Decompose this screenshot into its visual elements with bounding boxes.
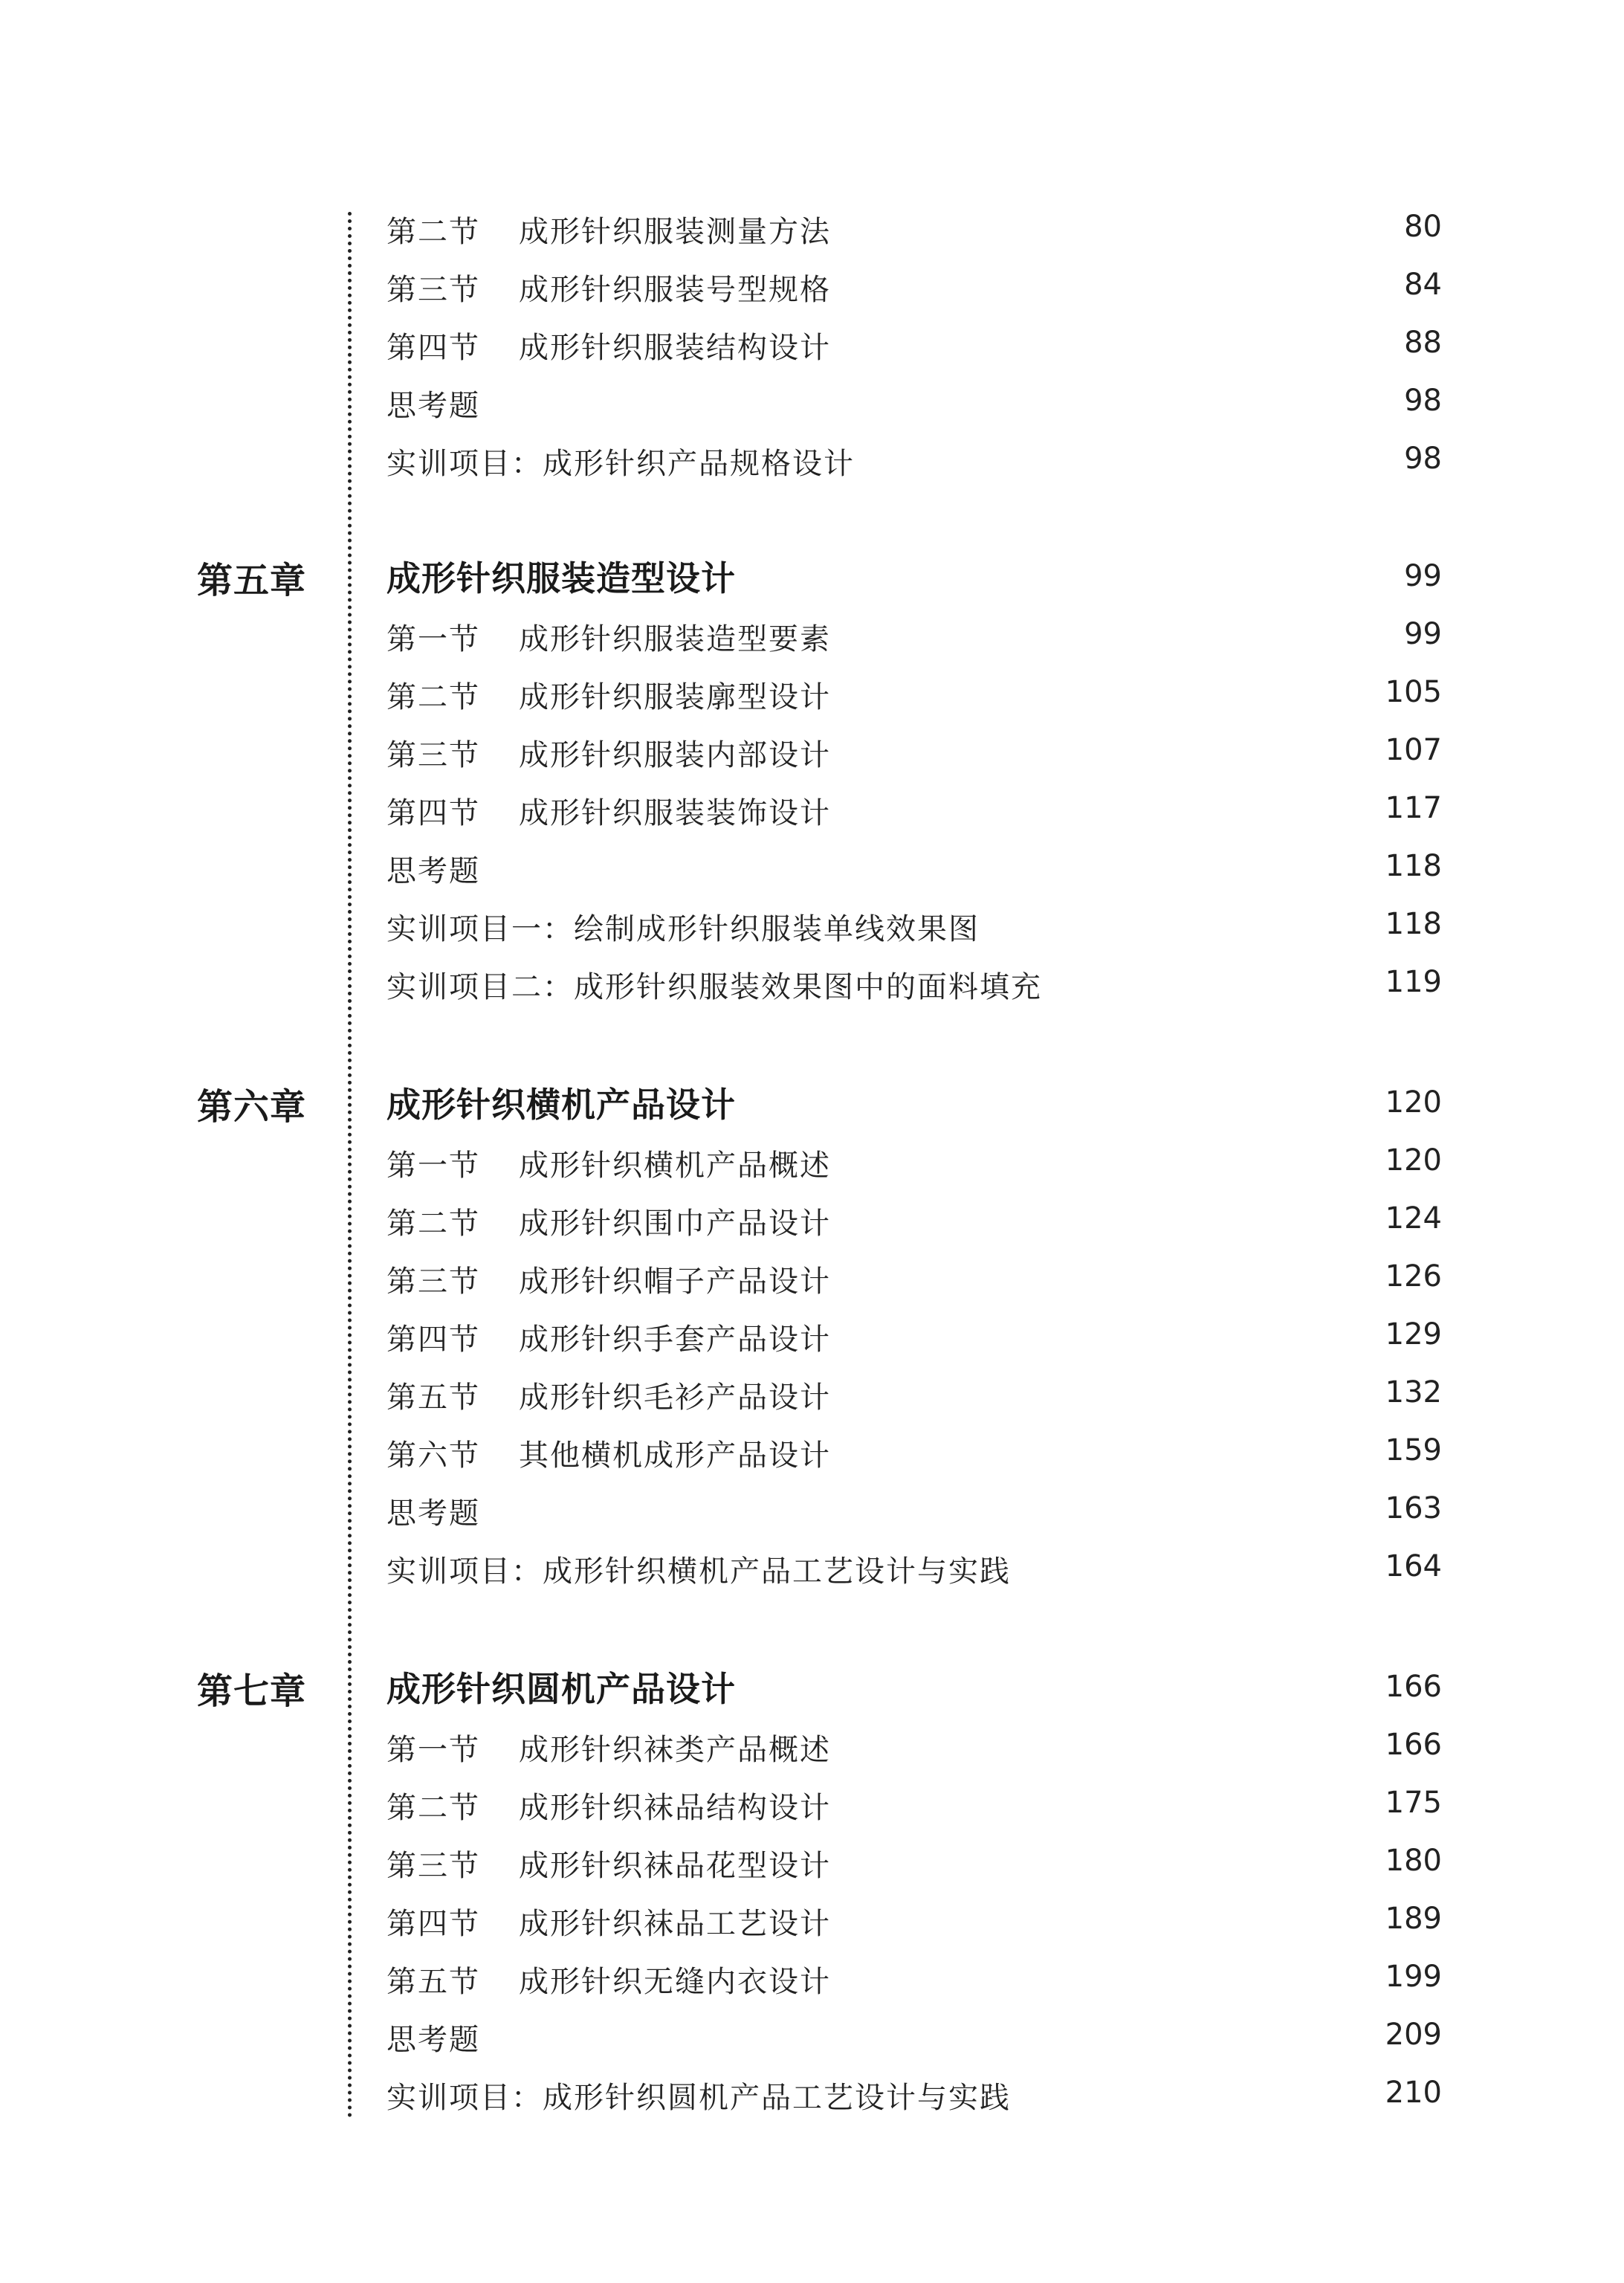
section-title: 成形针织袜品花型设计 [519, 1849, 831, 1883]
page-number: 120 [1385, 1085, 1442, 1120]
toc-entry[interactable] [0, 1894, 1624, 1952]
toc-continuation [0, 202, 1624, 492]
toc-entry[interactable] [0, 784, 1624, 842]
section-number: 第四节 [386, 1323, 480, 1357]
page-number: 118 [1385, 849, 1442, 883]
entry-title: 思考题 [386, 1496, 480, 1531]
toc-entry[interactable] [0, 2068, 1624, 2126]
toc-entry[interactable] [0, 668, 1624, 726]
entry-title: 实训项目：成形针织产品规格设计 [386, 447, 855, 481]
section-title: 成形针织服装号型规格 [519, 273, 831, 307]
section-title: 成形针织服装结构设计 [519, 331, 831, 365]
section-number: 第六节 [386, 1438, 480, 1473]
page-number: 118 [1385, 907, 1442, 941]
page-number: 98 [1404, 442, 1442, 476]
section-title: 成形针织围巾产品设计 [519, 1207, 831, 1241]
entry-title: 实训项目二：成形针织服装效果图中的面料填充 [386, 970, 1042, 1004]
section-title: 成形针织帽子产品设计 [519, 1265, 831, 1299]
section-title: 成形针织横机产品概述 [519, 1149, 831, 1183]
toc-entry[interactable] [0, 1310, 1624, 1368]
page-number: 189 [1385, 1902, 1442, 1936]
section-title: 成形针织袜品工艺设计 [519, 1907, 831, 1941]
section-title: 成形针织袜品结构设计 [519, 1791, 831, 1825]
chapter-heading[interactable] [0, 1075, 1624, 1136]
toc-entry[interactable] [0, 260, 1624, 318]
toc-entry[interactable] [0, 1542, 1624, 1600]
toc-entry[interactable] [0, 2010, 1624, 2068]
page-number: 98 [1404, 384, 1442, 418]
page-number: 132 [1385, 1375, 1442, 1409]
page-number: 129 [1385, 1317, 1442, 1352]
section-title: 成形针织服装廓型设计 [519, 680, 831, 714]
page-number: 209 [1385, 2018, 1442, 2052]
page-number: 88 [1404, 326, 1442, 360]
entry-title: 思考题 [386, 2023, 480, 2057]
section-number: 第二节 [386, 680, 480, 714]
toc-entry[interactable] [0, 842, 1624, 900]
section-number: 第一节 [386, 622, 480, 656]
chapter-title: 成形针织圆机产品设计 [386, 1669, 736, 1709]
page-number: 163 [1385, 1491, 1442, 1525]
entry-title: 思考题 [386, 854, 480, 888]
toc-entry[interactable] [0, 1778, 1624, 1836]
toc-entry[interactable] [0, 1426, 1624, 1484]
chapter-heading[interactable] [0, 1659, 1624, 1720]
page-number: 210 [1385, 2076, 1442, 2110]
toc-entry[interactable] [0, 1720, 1624, 1778]
chapter-block [0, 549, 1624, 1015]
toc-entry[interactable] [0, 434, 1624, 492]
chapter-block [0, 1659, 1624, 2126]
chapter-number: 第七章 [197, 1670, 307, 1712]
section-title: 成形针织服装装饰设计 [519, 796, 831, 830]
toc-entry[interactable] [0, 202, 1624, 260]
section-title: 成形针织手套产品设计 [519, 1323, 831, 1357]
section-title: 成形针织服装内部设计 [519, 738, 831, 772]
toc-entry[interactable] [0, 1952, 1624, 2010]
page-number: 84 [1404, 268, 1442, 302]
page-number: 166 [1385, 1728, 1442, 1762]
toc-entry[interactable] [0, 958, 1624, 1015]
entry-title: 思考题 [386, 389, 480, 423]
chapter-title: 成形针织横机产品设计 [386, 1085, 736, 1125]
entry-title: 实训项目一：绘制成形针织服装单线效果图 [386, 912, 980, 946]
section-number: 第二节 [386, 215, 480, 249]
toc-entry[interactable] [0, 376, 1624, 434]
section-number: 第一节 [386, 1733, 480, 1767]
page-number: 175 [1385, 1786, 1442, 1820]
chapter-number: 第六章 [197, 1086, 307, 1128]
section-title: 其他横机成形产品设计 [519, 1438, 831, 1473]
toc-entry[interactable] [0, 610, 1624, 668]
section-number: 第四节 [386, 796, 480, 830]
section-number: 第二节 [386, 1791, 480, 1825]
section-number: 第二节 [386, 1207, 480, 1241]
section-number: 第三节 [386, 1265, 480, 1299]
section-number: 第四节 [386, 1907, 480, 1941]
chapter-title: 成形针织服装造型设计 [386, 558, 736, 598]
chapter-block [0, 1075, 1624, 1600]
section-number: 第四节 [386, 331, 480, 365]
page-number: 159 [1385, 1433, 1442, 1467]
toc-entry[interactable] [0, 1136, 1624, 1194]
page-number: 99 [1404, 559, 1442, 593]
toc-entry[interactable] [0, 1484, 1624, 1542]
section-title: 成形针织服装测量方法 [519, 215, 831, 249]
toc-entry[interactable] [0, 1252, 1624, 1310]
section-number: 第五节 [386, 1381, 480, 1415]
entry-title: 实训项目：成形针织横机产品工艺设计与实践 [386, 1554, 1011, 1589]
page-number: 180 [1385, 1844, 1442, 1878]
section-number: 第一节 [386, 1149, 480, 1183]
toc-entry[interactable] [0, 900, 1624, 958]
page-number: 107 [1385, 733, 1442, 767]
page-number: 119 [1385, 965, 1442, 999]
section-title: 成形针织无缝内衣设计 [519, 1965, 831, 1999]
page-number: 117 [1385, 791, 1442, 825]
section-title: 成形针织服装造型要素 [519, 622, 831, 656]
toc-entry[interactable] [0, 1836, 1624, 1894]
toc-entry[interactable] [0, 318, 1624, 376]
page-number: 164 [1385, 1549, 1442, 1583]
chapter-heading[interactable] [0, 549, 1624, 610]
page-number: 124 [1385, 1201, 1442, 1236]
section-title: 成形针织毛衫产品设计 [519, 1381, 831, 1415]
entry-title: 实训项目：成形针织圆机产品工艺设计与实践 [386, 2081, 1011, 2115]
page-number: 105 [1385, 675, 1442, 709]
page-number: 166 [1385, 1670, 1442, 1704]
section-number: 第三节 [386, 738, 480, 772]
toc-entry[interactable] [0, 1368, 1624, 1426]
section-title: 成形针织袜类产品概述 [519, 1733, 831, 1767]
section-number: 第五节 [386, 1965, 480, 1999]
page-number: 199 [1385, 1960, 1442, 1994]
page-number: 99 [1404, 617, 1442, 651]
toc-entry[interactable] [0, 1194, 1624, 1252]
chapter-number: 第五章 [197, 560, 307, 601]
page-number: 120 [1385, 1143, 1442, 1178]
page-number: 126 [1385, 1259, 1442, 1294]
page-number: 80 [1404, 210, 1442, 244]
section-number: 第三节 [386, 273, 480, 307]
section-number: 第三节 [386, 1849, 480, 1883]
toc-entry[interactable] [0, 726, 1624, 784]
